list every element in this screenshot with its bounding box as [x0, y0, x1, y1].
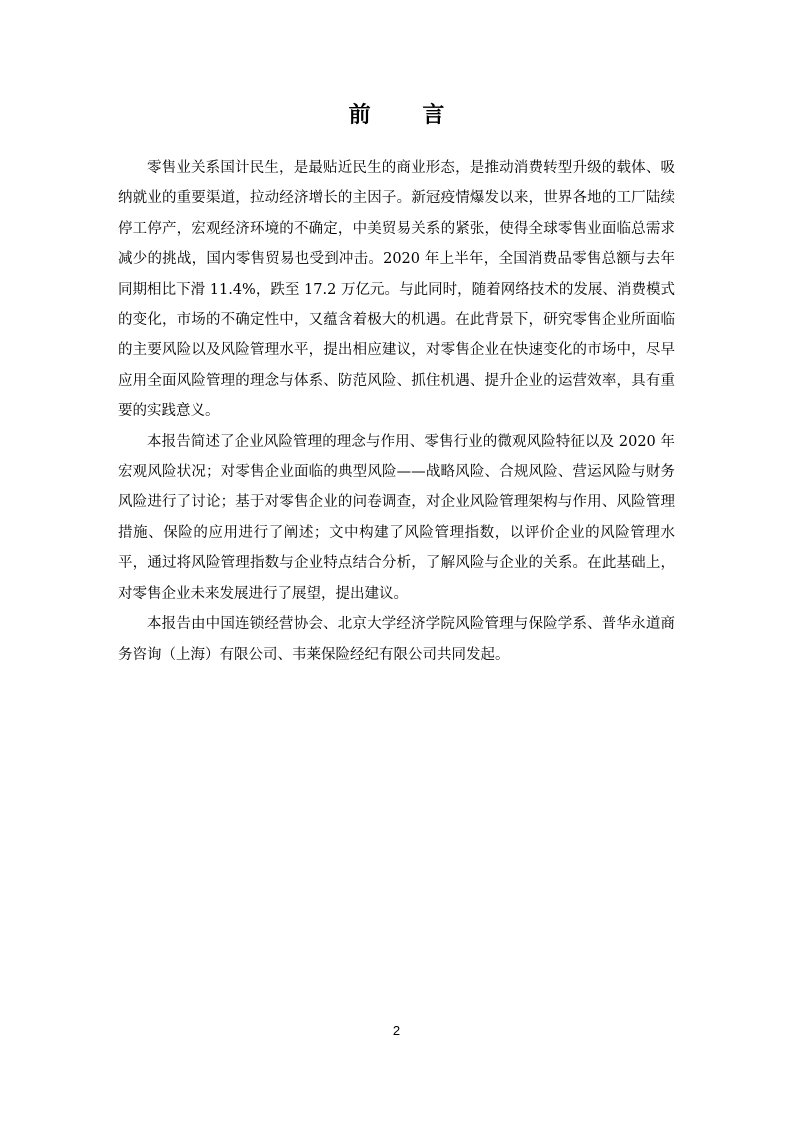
page-number: 2: [392, 1023, 401, 1038]
page-title: 前 言: [348, 103, 467, 128]
paragraph-report-summary: 本报告简述了企业风险管理的理念与作用、零售行业的微观风险特征以及 2020 年宏观风险状况；对零售企业面临的典型风险——战略风险、合规风险、营运风险与财务风险进行了讨论；基于对零售企业的问卷调查，对企业风险管理架构与作用、风险管理措施、保险的应用进行了阐述；文中构建了风险管理指数，以评价企业的风险管理水平，通过将风险管理指数与企业特点结合分析，了解风险与企业的关系。在此基础上，对零售企业未来发展进行了展望，提出建议。: [118, 433, 675, 602]
paragraph-intro: 零售业关系国计民生，是最贴近民生的商业形态，是推动消费转型升级的载体、吸纳就业的重要渠道，拉动经济增长的主因子。新冠疫情爆发以来，世界各地的工厂陆续停工停产，宏观经济环境的不确定，中美贸易关系的紧张，使得全球零售业面临总需求减少的挑战，国内零售贸易也受到冲击。2020 年上半年，全国消费品零售总额与去年同期相比下滑 11.4%，跌至 17.2 万亿元。与此同时，随着网络技术的发展、消费模式的变化，市场的不确定性中，又蕴含着极大的机遇。在此背景下，研究零售企业所面临的主要风险以及风险管理水平，提出相应建议，对零售企业在快速变化的市场中，尽早应用全面风险管理的理念与体系、防范风险、抓住机遇、提升企业的运营效率，具有重要的实践意义。: [118, 160, 675, 420]
paragraph-sponsors: 本报告由中国连锁经营协会、北京大学经济学院风险管理与保险学系、普华永道商务咨询（上海）有限公司、韦莱保险经纪有限公司共同发起。: [118, 616, 675, 663]
body-text: [118, 153, 675, 670]
